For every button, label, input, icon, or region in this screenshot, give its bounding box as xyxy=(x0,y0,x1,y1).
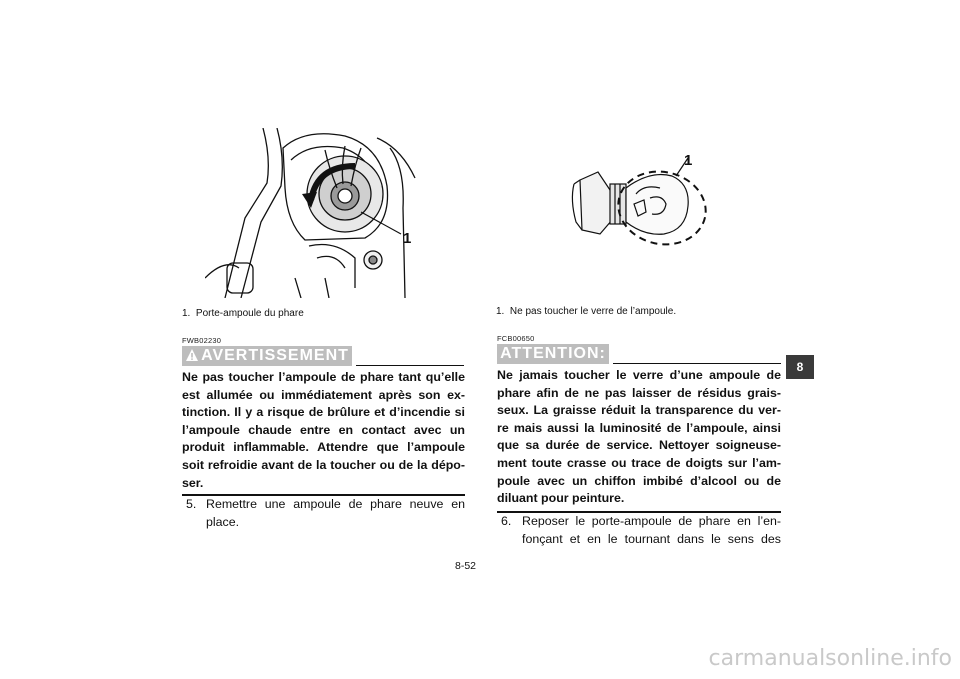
left-figure-callout: 1 xyxy=(403,230,412,247)
left-figure-caption xyxy=(182,308,304,320)
attention-line: Ne jamais toucher le verre d’une ampoule de xyxy=(497,368,781,382)
warning-text xyxy=(182,369,465,492)
warning-line: produit inflammable. Attendre que l’ampoule xyxy=(182,440,465,455)
step-5-text xyxy=(206,496,465,531)
step-5-line: Remettre une ampoule de phare neuve en xyxy=(206,497,465,511)
page-number: 8-52 xyxy=(455,560,477,572)
step-5-number: 5. xyxy=(186,497,197,511)
chapter-tab: 8 xyxy=(786,355,814,379)
right-caption-text: Ne pas toucher le verre de l’ampoule. xyxy=(509,306,677,317)
attention-line: seux. La graisse réduit la transparence du ver- xyxy=(497,403,781,418)
watermark: carmanualsonline.info xyxy=(708,646,952,671)
warning-banner-rule xyxy=(356,365,464,366)
attention-code: FCB00650 xyxy=(497,334,535,343)
step-6-text xyxy=(522,513,781,548)
warning-triangle-icon xyxy=(185,348,199,362)
step-6-line: fonçant et en le tournant dans le sens des xyxy=(522,531,781,546)
bulb-holder-illustration xyxy=(205,128,430,298)
warning-line: Ne pas toucher l’ampoule de phare tant qu’elle xyxy=(182,370,465,384)
attention-banner xyxy=(497,344,609,364)
warning-line: soit refroidie avant de la toucher ou de la dépo- xyxy=(182,457,465,472)
warning-label: AVERTISSEMENT xyxy=(201,347,349,364)
left-caption-number: 1. xyxy=(182,308,191,319)
attention-line: poule avec un chiffon imbibé d’alcool ou de xyxy=(497,473,781,488)
attention-line: ment toute crasse ou trace de doigts sur l’am- xyxy=(497,455,781,470)
attention-line: phare afin de ne pas laisser de résidus grais- xyxy=(497,385,781,400)
step-5-line: place. xyxy=(206,514,240,529)
warning-line: tinction. Il y a risque de brûlure et d’incendie si xyxy=(182,405,465,420)
attention-line: diluant pour peinture. xyxy=(497,491,625,506)
right-figure-callout: 1 xyxy=(684,152,693,169)
step-6-number: 6. xyxy=(501,514,512,528)
warning-code: FWB02230 xyxy=(182,336,222,345)
warning-line: est allumée ou immédiatement après son ex- xyxy=(182,387,465,402)
warning-banner xyxy=(182,346,352,366)
warning-line: l’ampoule chaude entre en contact avec un xyxy=(182,422,465,437)
attention-line: que sa durée de service. Nettoyer soigneuse- xyxy=(497,438,781,453)
warning-line: ser. xyxy=(182,475,204,490)
attention-text xyxy=(497,367,781,508)
right-caption-number: 1. xyxy=(496,306,505,317)
step-6-line: Reposer le porte-ampoule de phare en l’en- xyxy=(522,514,781,528)
attention-label: ATTENTION: xyxy=(500,345,606,362)
attention-banner-rule xyxy=(613,363,781,364)
left-caption-text: Porte-ampoule du phare xyxy=(195,308,304,319)
bulb-illustration xyxy=(560,150,720,260)
attention-line: re mais aussi la luminosité de l’ampoule, ainsi xyxy=(497,420,781,435)
right-figure-caption xyxy=(496,306,676,318)
